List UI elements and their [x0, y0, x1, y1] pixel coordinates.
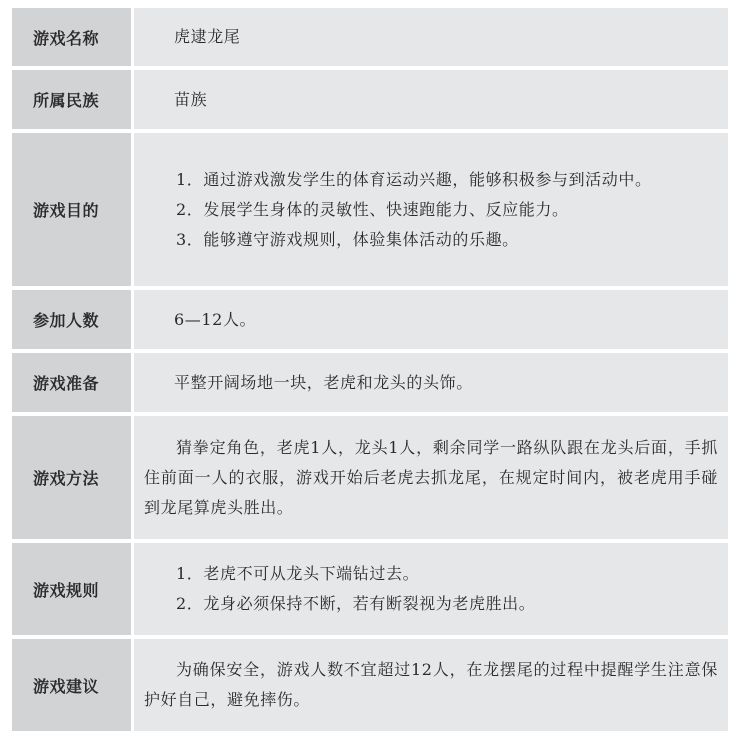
value-suggestion: [134, 639, 728, 731]
method-text: 猜拳定角色，老虎1人，龙头1人，剩余同学一路纵队跟在龙头后面，手抓住前面一人的衣服，游戏开始后老虎去抓龙尾，在规定时间内，被老虎用手碰到龙尾算虎头胜出。: [144, 437, 718, 517]
value-method: [134, 416, 728, 539]
row-game-purpose: [12, 133, 728, 286]
preparation-text: 平整开阔场地一块，老虎和龙头的头饰。: [174, 372, 473, 392]
value-preparation: [134, 353, 728, 412]
purpose-item: 3．能够遵守游戏规则，体验集体活动的乐趣。: [176, 229, 519, 249]
game-info-table: [12, 8, 728, 731]
row-ethnic-group: [12, 70, 728, 129]
label-preparation: 游戏准备: [12, 353, 131, 412]
suggestion-text: 为确保安全，游戏人数不宜超过12人，在龙摆尾的过程中提醒学生注意保护好自己，避免摔伤。: [144, 660, 718, 709]
ethnic-group-text: 苗族: [174, 89, 208, 109]
row-game-name: [12, 8, 728, 66]
value-game-purpose: [134, 133, 728, 286]
row-suggestion: [12, 639, 728, 731]
label-method: 游戏方法: [12, 416, 131, 539]
purpose-item: 2．发展学生身体的灵敏性、快速跑能力、反应能力。: [176, 199, 569, 219]
participants-text: 6—12人。: [174, 309, 257, 329]
row-method: [12, 416, 728, 539]
value-rules: [134, 543, 728, 635]
game-name-text: 虎逮龙尾: [174, 27, 241, 46]
value-ethnic-group: [134, 70, 728, 129]
label-ethnic-group: 所属民族: [12, 70, 131, 129]
row-participants: [12, 290, 728, 349]
row-preparation: [12, 353, 728, 412]
label-suggestion: 游戏建议: [12, 639, 131, 731]
label-participants: 参加人数: [12, 290, 131, 349]
label-rules: 游戏规则: [12, 543, 131, 635]
value-participants: [134, 290, 728, 349]
rule-item: 2．龙身必须保持不断，若有断裂视为老虎胜出。: [176, 594, 536, 613]
row-rules: [12, 543, 728, 635]
value-game-name: [134, 8, 728, 66]
purpose-item: 1．通过游戏激发学生的体育运动兴趣，能够积极参与到活动中。: [176, 169, 652, 189]
label-game-purpose: 游戏目的: [12, 133, 131, 286]
label-game-name: 游戏名称: [12, 8, 131, 66]
rule-item: 1．老虎不可从龙头下端钻过去。: [176, 564, 420, 583]
